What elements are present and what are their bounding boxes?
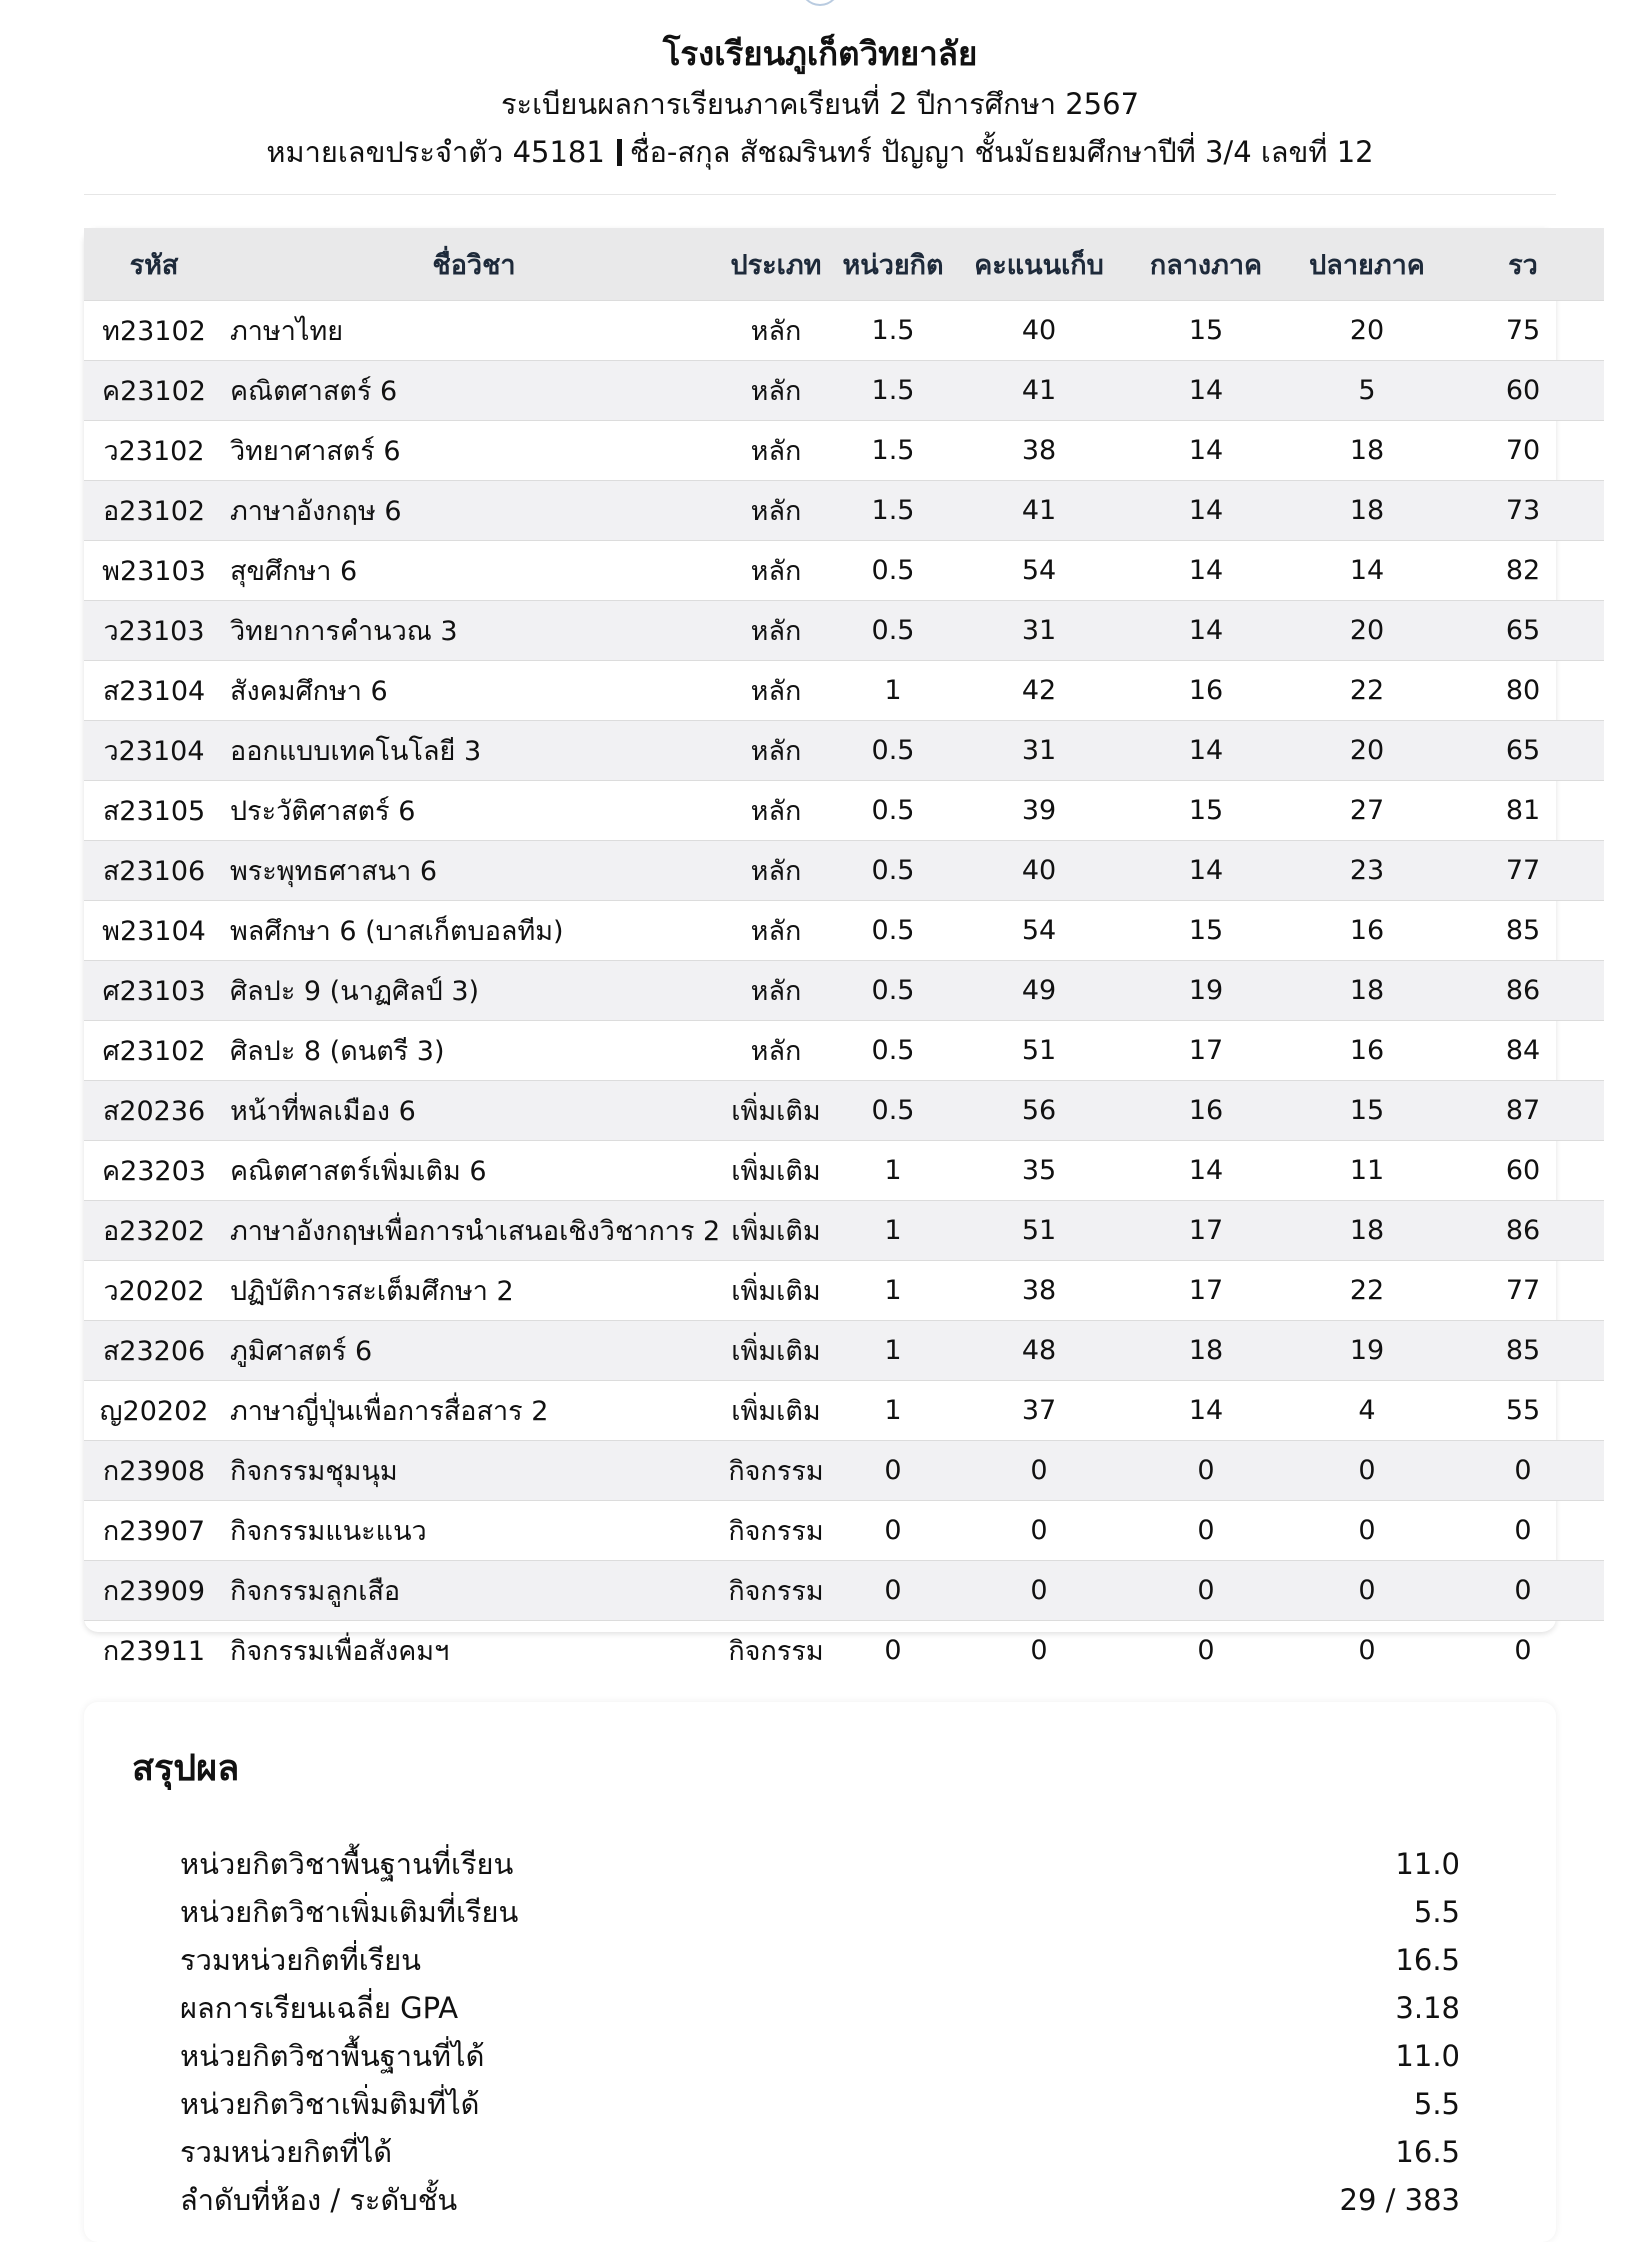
subject-cell: ศิลปะ 8 (ดนตรี 3)	[224, 1021, 724, 1081]
total-cell: 60	[1442, 361, 1604, 421]
final-cell: 18	[1292, 481, 1442, 541]
midterm-cell: 0	[1120, 1441, 1292, 1501]
credits-cell: 0.5	[828, 721, 958, 781]
code-cell: พ23103	[84, 541, 224, 601]
grades-table-card[interactable]	[84, 228, 1556, 1667]
credits-cell: 1.5	[828, 421, 958, 481]
type-cell: หลัก	[724, 781, 828, 841]
type-cell: เพิ่มเติม	[724, 1381, 828, 1441]
total-cell: 65	[1442, 721, 1604, 781]
total-cell: 82	[1442, 541, 1604, 601]
table-row	[84, 901, 1604, 961]
subject-cell: ศิลปะ 9 (นาฏศิลป์ 3)	[224, 961, 724, 1021]
credits-cell: 0	[828, 1441, 958, 1501]
table-row	[84, 1201, 1604, 1261]
summary-label: หน่วยกิตวิชาเพิ่มเติมที่เรียน	[180, 1895, 519, 1929]
subject-cell: ปฏิบัติการสะเต็มศึกษา 2	[224, 1261, 724, 1321]
total-cell: 60	[1442, 1141, 1604, 1201]
final-cell: 16	[1292, 901, 1442, 961]
final-cell: 0	[1292, 1561, 1442, 1621]
final-cell: 15	[1292, 1081, 1442, 1141]
code-cell: ก23909	[84, 1561, 224, 1621]
summary-card	[84, 1702, 1556, 2242]
summary-row	[180, 2080, 1460, 2128]
summary-value: 29 / 383	[1339, 2183, 1460, 2217]
type-cell: เพิ่มเติม	[724, 1261, 828, 1321]
code-cell: ค23203	[84, 1141, 224, 1201]
credits-cell: 0.5	[828, 601, 958, 661]
table-row	[84, 661, 1604, 721]
code-cell: ว20202	[84, 1261, 224, 1321]
midterm-cell: 0	[1120, 1621, 1292, 1681]
total-cell: 0	[1442, 1441, 1604, 1501]
final-cell: 23	[1292, 841, 1442, 901]
type-cell: เพิ่มเติม	[724, 1081, 828, 1141]
coursework-cell: 0	[958, 1561, 1120, 1621]
total-cell: 86	[1442, 961, 1604, 1021]
subject-cell: ภูมิศาสตร์ 6	[224, 1321, 724, 1381]
subject-cell: สังคมศึกษา 6	[224, 661, 724, 721]
summary-row	[180, 1840, 1460, 1888]
table-row	[84, 1141, 1604, 1201]
coursework-cell: 40	[958, 841, 1120, 901]
report-header	[0, 28, 1640, 176]
subject-cell: คณิตศาสตร์ 6	[224, 361, 724, 421]
total-cell: 0	[1442, 1621, 1604, 1681]
code-cell: พ23104	[84, 901, 224, 961]
table-row	[84, 601, 1604, 661]
final-cell: 20	[1292, 301, 1442, 361]
subject-cell: ภาษาอังกฤษ 6	[224, 481, 724, 541]
midterm-cell: 14	[1120, 841, 1292, 901]
midterm-cell: 14	[1120, 541, 1292, 601]
col-header-midterm: กลางภาค	[1120, 228, 1292, 301]
summary-label: รวมหน่วยกิตที่เรียน	[180, 1943, 422, 1977]
final-cell: 4	[1292, 1381, 1442, 1441]
total-cell: 85	[1442, 1321, 1604, 1381]
table-row	[84, 721, 1604, 781]
code-cell: ศ23103	[84, 961, 224, 1021]
midterm-cell: 15	[1120, 781, 1292, 841]
final-cell: 0	[1292, 1501, 1442, 1561]
table-row	[84, 1321, 1604, 1381]
total-cell: 81	[1442, 781, 1604, 841]
type-cell: หลัก	[724, 601, 828, 661]
coursework-cell: 38	[958, 1261, 1120, 1321]
credits-cell: 1	[828, 1381, 958, 1441]
table-row	[84, 1441, 1604, 1501]
table-row	[84, 421, 1604, 481]
final-cell: 16	[1292, 1021, 1442, 1081]
total-cell: 70	[1442, 421, 1604, 481]
table-row	[84, 961, 1604, 1021]
school-name: โรงเรียนภูเก็ตวิทยาลัย	[662, 34, 978, 73]
subject-cell: วิทยาการคำนวณ 3	[224, 601, 724, 661]
table-header-row	[84, 228, 1604, 301]
final-cell: 22	[1292, 661, 1442, 721]
summary-label: หน่วยกิตวิชาพื้นฐานที่เรียน	[180, 1847, 514, 1881]
credits-cell: 0.5	[828, 841, 958, 901]
summary-title: สรุปผล	[132, 1748, 240, 1789]
midterm-cell: 14	[1120, 1381, 1292, 1441]
credits-cell: 0	[828, 1621, 958, 1681]
credits-cell: 0	[828, 1561, 958, 1621]
col-header-final: ปลายภาค	[1292, 228, 1442, 301]
code-cell: ส23105	[84, 781, 224, 841]
summary-label: หน่วยกิตวิชาพื้นฐานที่ได้	[180, 2039, 485, 2073]
col-header-code: รหัส	[84, 228, 224, 301]
midterm-cell: 15	[1120, 301, 1292, 361]
total-cell: 75	[1442, 301, 1604, 361]
table-row	[84, 301, 1604, 361]
separator-bar	[617, 139, 622, 166]
coursework-cell: 0	[958, 1621, 1120, 1681]
type-cell: หลัก	[724, 301, 828, 361]
subject-cell: กิจกรรมแนะแนว	[224, 1501, 724, 1561]
summary-row	[180, 2032, 1460, 2080]
credits-cell: 1	[828, 1141, 958, 1201]
type-cell: เพิ่มเติม	[724, 1321, 828, 1381]
credits-cell: 1.5	[828, 481, 958, 541]
coursework-cell: 48	[958, 1321, 1120, 1381]
coursework-cell: 31	[958, 721, 1120, 781]
final-cell: 5	[1292, 361, 1442, 421]
midterm-cell: 18	[1120, 1321, 1292, 1381]
code-cell: ส23106	[84, 841, 224, 901]
total-cell: 87	[1442, 1081, 1604, 1141]
school-logo-icon	[800, 0, 840, 6]
midterm-cell: 0	[1120, 1561, 1292, 1621]
table-row	[84, 1081, 1604, 1141]
code-cell: ก23911	[84, 1621, 224, 1681]
final-cell: 0	[1292, 1441, 1442, 1501]
credits-cell: 0.5	[828, 961, 958, 1021]
total-cell: 80	[1442, 661, 1604, 721]
type-cell: หลัก	[724, 841, 828, 901]
midterm-cell: 14	[1120, 481, 1292, 541]
subject-cell: กิจกรรมชุมนุม	[224, 1441, 724, 1501]
total-cell: 77	[1442, 841, 1604, 901]
final-cell: 18	[1292, 1201, 1442, 1261]
summary-value: 16.5	[1395, 1943, 1460, 1977]
credits-cell: 0.5	[828, 901, 958, 961]
midterm-cell: 19	[1120, 961, 1292, 1021]
total-cell: 84	[1442, 1021, 1604, 1081]
type-cell: หลัก	[724, 421, 828, 481]
student-info-line	[0, 128, 1640, 176]
type-cell: หลัก	[724, 361, 828, 421]
student-name-class: ชื่อ-สกุล สัชฌรินทร์ ปัญญา ชั้นมัธยมศึกษาปีที่ 3/4 เลขที่ 12	[629, 135, 1374, 169]
code-cell: ก23907	[84, 1501, 224, 1561]
subject-cell: พลศึกษา 6 (บาสเก็ตบอลทีม)	[224, 901, 724, 961]
midterm-cell: 16	[1120, 1081, 1292, 1141]
total-cell: 55	[1442, 1381, 1604, 1441]
subject-cell: ภาษาอังกฤษเพื่อการนำเสนอเชิงวิชาการ 2	[224, 1201, 724, 1261]
type-cell: หลัก	[724, 721, 828, 781]
type-cell: เพิ่มเติม	[724, 1141, 828, 1201]
code-cell: อ23102	[84, 481, 224, 541]
summary-row	[180, 1936, 1460, 1984]
code-cell: อ23202	[84, 1201, 224, 1261]
coursework-cell: 51	[958, 1201, 1120, 1261]
final-cell: 20	[1292, 721, 1442, 781]
summary-value: 5.5	[1413, 2087, 1460, 2121]
table-row	[84, 1501, 1604, 1561]
final-cell: 14	[1292, 541, 1442, 601]
type-cell: หลัก	[724, 961, 828, 1021]
table-row	[84, 781, 1604, 841]
coursework-cell: 39	[958, 781, 1120, 841]
type-cell: หลัก	[724, 1021, 828, 1081]
total-cell: 73	[1442, 481, 1604, 541]
summary-value: 16.5	[1395, 2135, 1460, 2169]
total-cell: 86	[1442, 1201, 1604, 1261]
type-cell: หลัก	[724, 901, 828, 961]
credits-cell: 1	[828, 1321, 958, 1381]
coursework-cell: 54	[958, 541, 1120, 601]
col-header-type: ประเภท	[724, 228, 828, 301]
code-cell: ส23206	[84, 1321, 224, 1381]
code-cell: ส23104	[84, 661, 224, 721]
final-cell: 18	[1292, 961, 1442, 1021]
table-row	[84, 1561, 1604, 1621]
type-cell: หลัก	[724, 541, 828, 601]
type-cell: กิจกรรม	[724, 1621, 828, 1681]
coursework-cell: 40	[958, 301, 1120, 361]
final-cell: 22	[1292, 1261, 1442, 1321]
coursework-cell: 51	[958, 1021, 1120, 1081]
midterm-cell: 16	[1120, 661, 1292, 721]
code-cell: ค23102	[84, 361, 224, 421]
code-cell: ว23104	[84, 721, 224, 781]
subject-cell: สุขศึกษา 6	[224, 541, 724, 601]
coursework-cell: 0	[958, 1441, 1120, 1501]
coursework-cell: 0	[958, 1501, 1120, 1561]
midterm-cell: 15	[1120, 901, 1292, 961]
table-row	[84, 361, 1604, 421]
credits-cell: 0.5	[828, 1021, 958, 1081]
total-cell: 0	[1442, 1501, 1604, 1561]
credits-cell: 0.5	[828, 541, 958, 601]
type-cell: กิจกรรม	[724, 1561, 828, 1621]
final-cell: 18	[1292, 421, 1442, 481]
coursework-cell: 38	[958, 421, 1120, 481]
credits-cell: 0.5	[828, 1081, 958, 1141]
col-header-credits: หน่วยกิต	[828, 228, 958, 301]
type-cell: หลัก	[724, 661, 828, 721]
code-cell: ท23102	[84, 301, 224, 361]
midterm-cell: 14	[1120, 721, 1292, 781]
summary-label: รวมหน่วยกิตที่ได้	[180, 2135, 393, 2169]
coursework-cell: 56	[958, 1081, 1120, 1141]
total-cell: 65	[1442, 601, 1604, 661]
midterm-cell: 14	[1120, 361, 1292, 421]
table-row	[84, 1381, 1604, 1441]
type-cell: กิจกรรม	[724, 1501, 828, 1561]
col-header-total: รว	[1442, 228, 1604, 301]
midterm-cell: 17	[1120, 1201, 1292, 1261]
credits-cell: 1.5	[828, 301, 958, 361]
coursework-cell: 41	[958, 481, 1120, 541]
table-row	[84, 1621, 1604, 1681]
summary-row	[180, 1984, 1460, 2032]
code-cell: ว23102	[84, 421, 224, 481]
code-cell: ก23908	[84, 1441, 224, 1501]
total-cell: 85	[1442, 901, 1604, 961]
midterm-cell: 14	[1120, 601, 1292, 661]
coursework-cell: 49	[958, 961, 1120, 1021]
report-subtitle: ระเบียนผลการเรียนภาคเรียนที่ 2 ปีการศึกษา 2567	[500, 87, 1140, 121]
midterm-cell: 0	[1120, 1501, 1292, 1561]
student-id: หมายเลขประจำตัว 45181	[266, 135, 605, 169]
code-cell: ส20236	[84, 1081, 224, 1141]
summary-value: 5.5	[1413, 1895, 1460, 1929]
subject-cell: พระพุทธศาสนา 6	[224, 841, 724, 901]
table-row	[84, 841, 1604, 901]
grades-table	[84, 228, 1604, 1680]
coursework-cell: 35	[958, 1141, 1120, 1201]
summary-value: 11.0	[1395, 1847, 1460, 1881]
subject-cell: ประวัติศาสตร์ 6	[224, 781, 724, 841]
final-cell: 19	[1292, 1321, 1442, 1381]
subject-cell: ภาษาไทย	[224, 301, 724, 361]
credits-cell: 1.5	[828, 361, 958, 421]
summary-value: 3.18	[1395, 1991, 1460, 2025]
midterm-cell: 17	[1120, 1021, 1292, 1081]
summary-row	[180, 2176, 1460, 2224]
table-row	[84, 541, 1604, 601]
total-cell: 77	[1442, 1261, 1604, 1321]
table-row	[84, 1261, 1604, 1321]
subject-cell: วิทยาศาสตร์ 6	[224, 421, 724, 481]
coursework-cell: 41	[958, 361, 1120, 421]
final-cell: 11	[1292, 1141, 1442, 1201]
coursework-cell: 37	[958, 1381, 1120, 1441]
total-cell: 0	[1442, 1561, 1604, 1621]
coursework-cell: 42	[958, 661, 1120, 721]
col-header-coursework: คะแนนเก็บ	[958, 228, 1120, 301]
midterm-cell: 17	[1120, 1261, 1292, 1321]
subject-cell: หน้าที่พลเมือง 6	[224, 1081, 724, 1141]
subject-cell: ภาษาญี่ปุ่นเพื่อการสื่อสาร 2	[224, 1381, 724, 1441]
type-cell: หลัก	[724, 481, 828, 541]
credits-cell: 0	[828, 1501, 958, 1561]
summary-list	[180, 1840, 1460, 2224]
table-row	[84, 1021, 1604, 1081]
final-cell: 27	[1292, 781, 1442, 841]
code-cell: ว23103	[84, 601, 224, 661]
summary-value: 11.0	[1395, 2039, 1460, 2073]
summary-row	[180, 1888, 1460, 1936]
credits-cell: 0.5	[828, 781, 958, 841]
type-cell: กิจกรรม	[724, 1441, 828, 1501]
table-row	[84, 481, 1604, 541]
final-cell: 20	[1292, 601, 1442, 661]
summary-row	[180, 2128, 1460, 2176]
subject-cell: ออกแบบเทคโนโลยี 3	[224, 721, 724, 781]
coursework-cell: 31	[958, 601, 1120, 661]
midterm-cell: 14	[1120, 421, 1292, 481]
summary-label: ลำดับที่ห้อง / ระดับชั้น	[180, 2183, 458, 2217]
subject-cell: กิจกรรมเพื่อสังคมฯ	[224, 1621, 724, 1681]
type-cell: เพิ่มเติม	[724, 1201, 828, 1261]
subject-cell: กิจกรรมลูกเสือ	[224, 1561, 724, 1621]
header-divider	[84, 194, 1556, 195]
summary-label: หน่วยกิตวิชาเพิ่มติมที่ได้	[180, 2087, 480, 2121]
coursework-cell: 54	[958, 901, 1120, 961]
credits-cell: 1	[828, 1261, 958, 1321]
code-cell: ศ23102	[84, 1021, 224, 1081]
credits-cell: 1	[828, 661, 958, 721]
subject-cell: คณิตศาสตร์เพิ่มเติม 6	[224, 1141, 724, 1201]
summary-label: ผลการเรียนเฉลี่ย GPA	[180, 1991, 459, 2025]
credits-cell: 1	[828, 1201, 958, 1261]
col-header-subject: ชื่อวิชา	[224, 228, 724, 301]
code-cell: ญ20202	[84, 1381, 224, 1441]
midterm-cell: 14	[1120, 1141, 1292, 1201]
final-cell: 0	[1292, 1621, 1442, 1681]
